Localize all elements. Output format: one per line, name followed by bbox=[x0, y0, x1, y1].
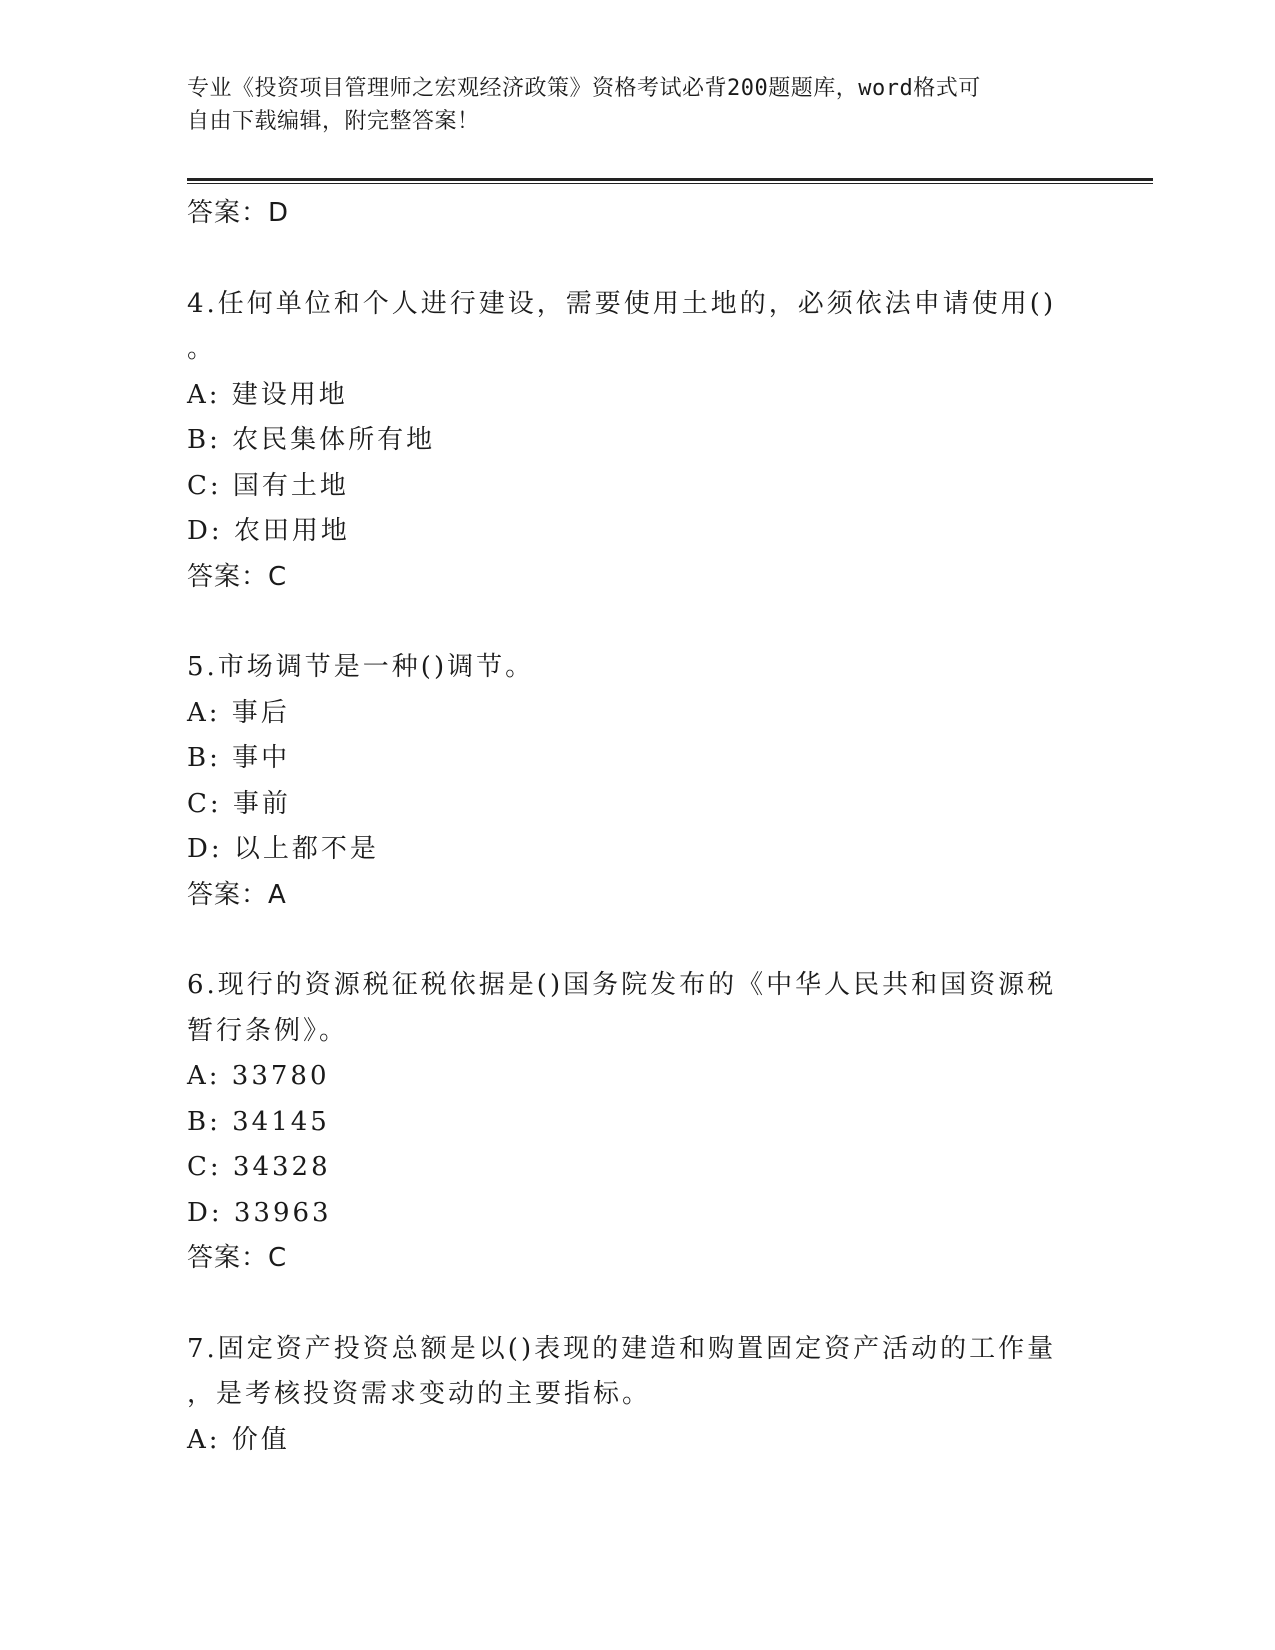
document-header bbox=[187, 72, 1067, 138]
header-line-2: 自由下载编辑，附完整答案！ bbox=[187, 109, 480, 134]
option-d: D: 农田用地 bbox=[187, 516, 350, 546]
option-d: D: 33963 bbox=[187, 1197, 332, 1228]
question-text-cont: 暂行条例》。 bbox=[187, 1015, 349, 1046]
question-text: 6.现行的资源税征税依据是()国务院发布的《中华人民共和国资源税 bbox=[187, 970, 1057, 1000]
header-rule-thin bbox=[187, 183, 1153, 184]
option-c: C: 国有土地 bbox=[187, 470, 349, 501]
option-c: C: 事前 bbox=[187, 788, 291, 819]
answer-previous: 答案：D bbox=[187, 198, 290, 228]
question-text: 7.固定资产投资总额是以()表现的建造和购置固定资产活动的工作量 bbox=[187, 1333, 1057, 1364]
option-b: B: 34145 bbox=[187, 1106, 330, 1137]
option-a: A: 事后 bbox=[187, 697, 290, 728]
option-b: B: 农民集体所有地 bbox=[187, 425, 436, 455]
answer: 答案：A bbox=[187, 879, 287, 910]
question-text-cont: ，是考核投资需求变动的主要指标。 bbox=[187, 1379, 652, 1409]
question-6 bbox=[187, 963, 1087, 1282]
option-a: A: 33780 bbox=[187, 1061, 330, 1091]
question-4 bbox=[187, 282, 1087, 601]
question-text: 4.任何单位和个人进行建设，需要使用土地的，必须依法申请使用() bbox=[187, 288, 1057, 319]
option-b: B: 事中 bbox=[187, 743, 291, 773]
question-7 bbox=[187, 1327, 1087, 1464]
question-text-cont: 。 bbox=[187, 334, 217, 364]
answer: 答案：C bbox=[187, 1243, 288, 1273]
document-body bbox=[187, 191, 1087, 1463]
header-rule-thick bbox=[187, 178, 1153, 181]
option-c: C: 34328 bbox=[187, 1152, 331, 1182]
question-text: 5.市场调节是一种()调节。 bbox=[187, 652, 535, 682]
option-a: A: 建设用地 bbox=[187, 379, 348, 410]
option-a: A: 价值 bbox=[187, 1424, 290, 1455]
header-line-1: 专业《投资项目管理师之宏观经济政策》资格考试必背200题题库，word格式可 bbox=[187, 76, 981, 101]
question-5 bbox=[187, 645, 1087, 918]
answer: 答案：C bbox=[187, 561, 288, 592]
option-d: D: 以上都不是 bbox=[187, 834, 379, 864]
